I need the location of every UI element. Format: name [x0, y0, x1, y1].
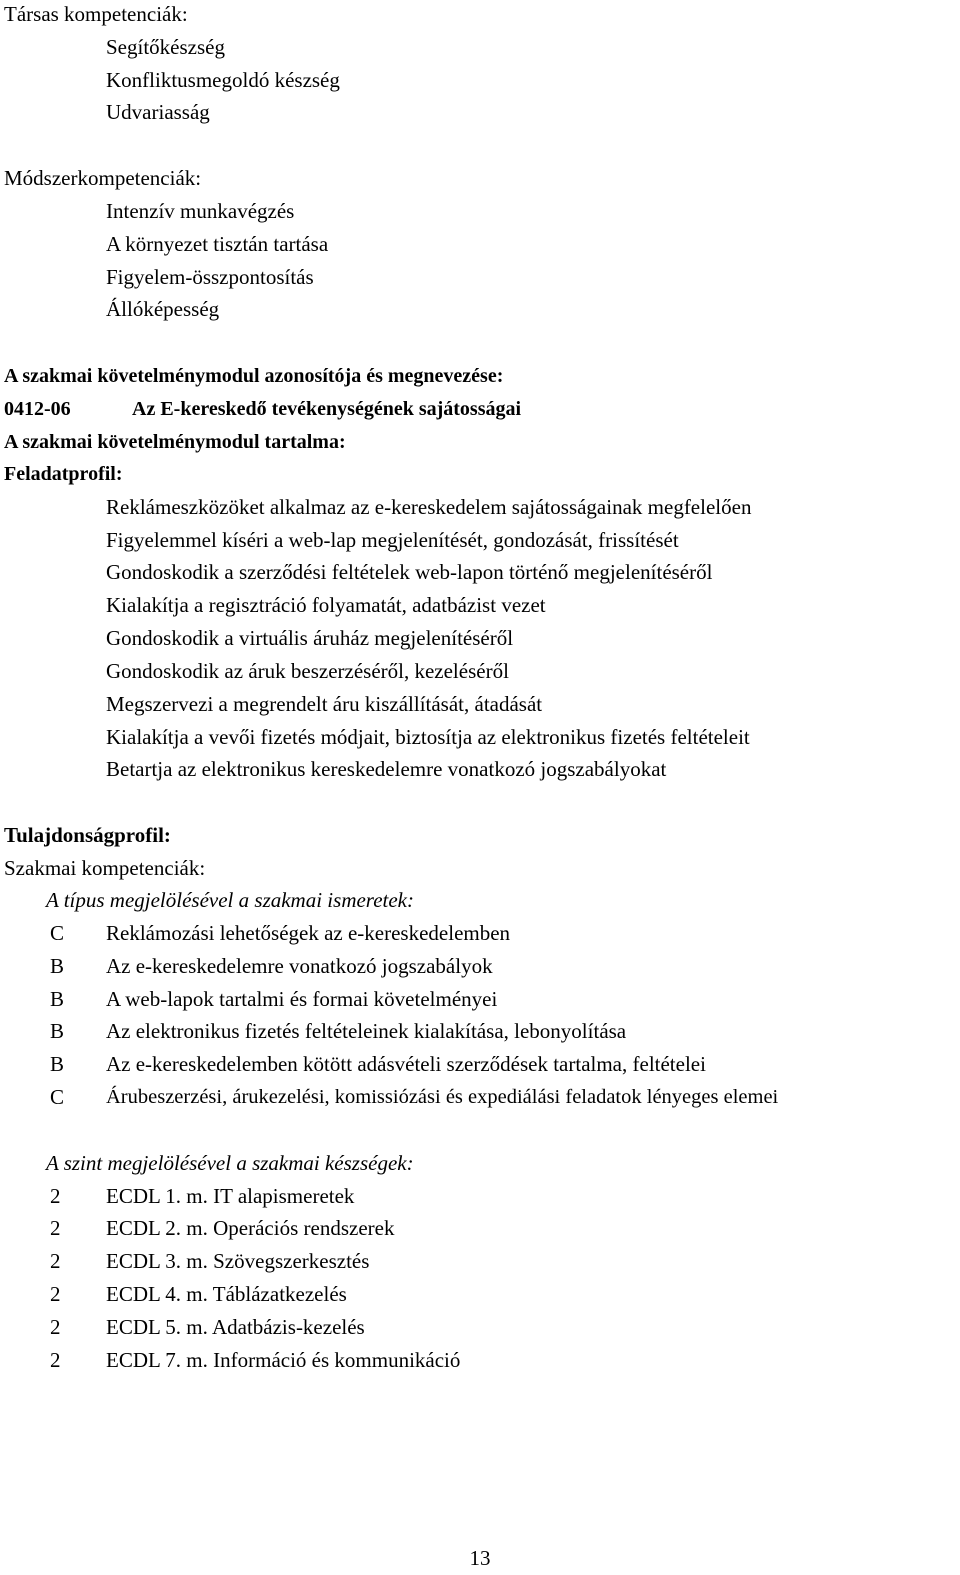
feladat-item: Megszervezi a megrendelt áru kiszállítását, átadását — [106, 692, 543, 716]
feladat-item: Kialakítja a regisztráció folyamatát, adatbázist vezet — [106, 593, 546, 617]
keszseg-text: ECDL 7. m. Információ és kommunikáció — [106, 1348, 461, 1372]
ismeret-code: B — [50, 1019, 65, 1043]
ismeret-text: Az elektronikus fizetés feltételeinek kialakítása, lebonyolítása — [106, 1019, 627, 1043]
feladat-item: Kialakítja a vevői fizetés módjait, biztosítja az elektronikus fizetés feltételeit — [106, 725, 750, 749]
keszseg-code: 2 — [50, 1249, 61, 1273]
ismeret-text: Árubeszerzési, árukezelési, komissiózási és expediálási feladatok lényeges elemei — [106, 1086, 779, 1108]
modul-content-label: A szakmai követelménymodul tartalma: — [4, 431, 346, 453]
feladat-item: Gondoskodik a virtuális áruház megjelenítéséről — [106, 626, 514, 650]
keszseg-code: 2 — [50, 1315, 61, 1339]
ismeret-code: C — [50, 1085, 65, 1109]
keszseg-text: ECDL 1. m. IT alapismeretek — [106, 1184, 355, 1208]
modszer-item: Állóképesség — [106, 297, 220, 321]
keszseg-text: ECDL 4. m. Táblázatkezelés — [106, 1282, 347, 1306]
keszseg-text: ECDL 5. m. Adatbázis-kezelés — [106, 1315, 365, 1339]
tarsas-item: Konfliktusmegoldó készség — [106, 68, 340, 92]
feladat-item: Betartja az elektronikus kereskedelemre vonatkozó jogszabályokat — [106, 757, 667, 781]
ismeret-text: Az e-kereskedelemre vonatkozó jogszabályok — [106, 954, 493, 978]
keszseg-code: 2 — [50, 1348, 61, 1372]
page-number: 13 — [469, 1546, 491, 1570]
ismeret-text: A web-lapok tartalmi és formai követelményei — [106, 987, 498, 1011]
feladat-item: Gondoskodik a szerződési feltételek web-lapon történő megjelenítéséről — [106, 560, 713, 584]
ismeret-text: Reklámozási lehetőségek az e-kereskedelemben — [106, 921, 511, 945]
szakmai-heading: Szakmai kompetenciák: — [4, 856, 206, 880]
feladatprofil-heading: Feladatprofil: — [4, 463, 123, 485]
ismeret-code: B — [50, 954, 65, 978]
ismeret-code: B — [50, 1052, 65, 1076]
keszsegek-heading: A szint megjelölésével a szakmai készségek: — [46, 1151, 414, 1175]
keszseg-text: ECDL 2. m. Operációs rendszerek — [106, 1216, 395, 1240]
modul-code: 0412-06 — [4, 398, 71, 420]
ismeret-code: C — [50, 921, 65, 945]
feladat-item: Gondoskodik az áruk beszerzéséről, kezeléséről — [106, 659, 509, 683]
modszer-item: Figyelem-összpontosítás — [106, 265, 314, 289]
keszseg-code: 2 — [50, 1216, 61, 1240]
keszseg-text: ECDL 3. m. Szövegszerkesztés — [106, 1249, 370, 1273]
tulajdonsag-heading: Tulajdonságprofil: — [4, 823, 171, 847]
keszseg-code: 2 — [50, 1184, 61, 1208]
tarsas-item: Udvariasság — [106, 100, 210, 124]
ismeretek-heading: A típus megjelölésével a szakmai ismeretek: — [46, 888, 414, 912]
feladat-item: Figyelemmel kíséri a web-lap megjelenítését, gondozását, frissítését — [106, 528, 679, 552]
feladat-item: Reklámeszközöket alkalmaz az e-kereskedelem sajátosságainak megfelelően — [106, 495, 752, 519]
modszer-heading: Módszerkompetenciák: — [4, 166, 202, 190]
modul-id-label: A szakmai követelménymodul azonosítója és megnevezése: — [4, 365, 504, 387]
modszer-item: Intenzív munkavégzés — [106, 199, 295, 223]
keszseg-code: 2 — [50, 1282, 61, 1306]
tarsas-item: Segítőkészség — [106, 35, 225, 59]
ismeret-code: B — [50, 987, 65, 1011]
ismeret-text: Az e-kereskedelemben kötött adásvételi szerződések tartalma, feltételei — [106, 1052, 706, 1076]
modul-name: Az E-kereskedő tevékenységének sajátosságai — [132, 398, 522, 420]
modszer-item: A környezet tisztán tartása — [106, 232, 329, 256]
tarsas-heading: Társas kompetenciák: — [4, 2, 188, 26]
